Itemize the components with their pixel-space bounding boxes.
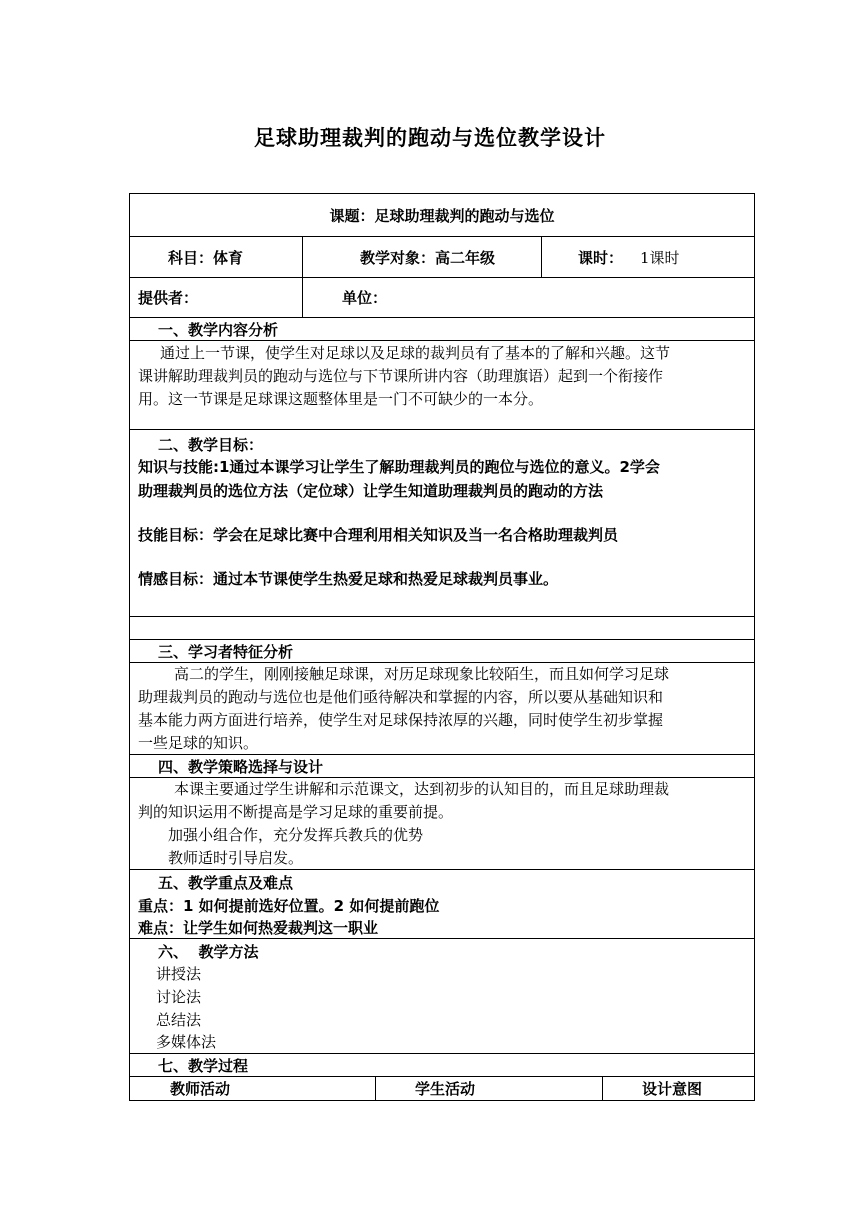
skill-goal: 技能目标：学会在足球比赛中合理利用相关知识及当一名合格助理裁判员: [138, 526, 619, 544]
subject-cell: 科目：体育: [168, 248, 244, 267]
section-4-content: [130, 778, 754, 870]
section-3-content: [130, 663, 754, 755]
period-value: 1课时: [640, 248, 680, 267]
design-intent-header: 设计意图: [642, 1080, 703, 1098]
section-7-heading: 七、教学过程: [158, 1056, 249, 1075]
emotion-goal: 情感目标：通过本节课使学生热爱足球和热爱足球裁判员事业。: [138, 570, 559, 588]
section-1-paragraph: 通过上一节课，使学生对足球以及足球的裁判员有了基本的了解和兴趣。这节 课讲解助理裁判员的跑动与选位与下节课所讲内容（助理旗语）起到一个衔接作 用。这一节课是足球课这题整体里是一门不可缺少的一本分。: [138, 344, 671, 408]
provider-row: [130, 278, 754, 318]
section-1-heading: 一、教学内容分析: [158, 320, 279, 339]
difficulty-point: 难点：让学生如何热爱裁判这一职业: [138, 919, 379, 937]
topic-row: [130, 194, 754, 237]
section-5: [130, 870, 754, 939]
knowledge-goal-line-2: 助理裁判员的选位方法（定位球）让学生知道助理裁判员的跑动的方法: [138, 482, 604, 500]
student-activity-header: 学生活动: [415, 1080, 476, 1098]
section-3-paragraph: 高二的学生，刚刚接触足球课，对历足球现象比较陌生，而且如何学习足球 助理裁判员的跑动与选位也是他们亟待解决和掌握的内容，所以要从基础知识和 基本能力两方面进行培养，使学生对足球保持浓厚的兴趣，同时使学生初步掌握 一些足球的知识。: [138, 665, 670, 752]
empty-row: [130, 617, 754, 640]
teacher-activity-header: 教师活动: [170, 1080, 231, 1098]
subject-row: [130, 237, 754, 278]
process-header-row: [130, 1077, 754, 1100]
lesson-plan-table: [129, 193, 755, 1101]
section-1-heading-row: [130, 318, 754, 341]
section-3-heading-row: [130, 640, 754, 663]
section-3-heading: 三、学习者特征分析: [158, 642, 294, 661]
method-item: 多媒体法: [156, 1033, 217, 1051]
method-item: 讨论法: [156, 988, 202, 1006]
unit-cell: 单位：: [342, 289, 388, 307]
section-4-paragraph: 本课主要通过学生讲解和示范课文，达到初步的认知目的，而且足球助理裁 判的知识运用不断提高是学习足球的重要前提。 加强小组合作，充分发挥兵教兵的优势 教师适时引导启发。: [138, 780, 670, 867]
method-item: 讲授法: [156, 965, 202, 983]
section-4-heading-row: [130, 755, 754, 778]
section-4-heading: 四、教学策略选择与设计: [158, 757, 324, 776]
target-cell: 教学对象：高二年级: [360, 248, 496, 267]
period-label: 课时：: [578, 248, 624, 267]
key-point: 重点：1 如何提前选好位置。2 如何提前跑位: [138, 897, 440, 915]
section-2: [130, 430, 754, 617]
section-7-heading-row: [130, 1054, 754, 1077]
topic-cell: 课题：足球助理裁判的跑动与选位: [329, 206, 555, 225]
section-1-content: [130, 341, 754, 430]
section-6: [130, 939, 754, 1054]
knowledge-goal-line-1: 知识与技能:1通过本课学习让学生了解助理裁判员的跑位与选位的意义。2学会: [138, 458, 660, 476]
section-5-heading: 五、教学重点及难点: [158, 874, 294, 892]
method-item: 总结法: [156, 1011, 202, 1029]
document-title: 足球助理裁判的跑动与选位教学设计: [254, 126, 606, 150]
section-6-heading: 六、 教学方法: [158, 943, 259, 961]
section-2-heading: 二、教学目标：: [158, 436, 264, 454]
provider-cell: 提供者：: [138, 289, 199, 307]
